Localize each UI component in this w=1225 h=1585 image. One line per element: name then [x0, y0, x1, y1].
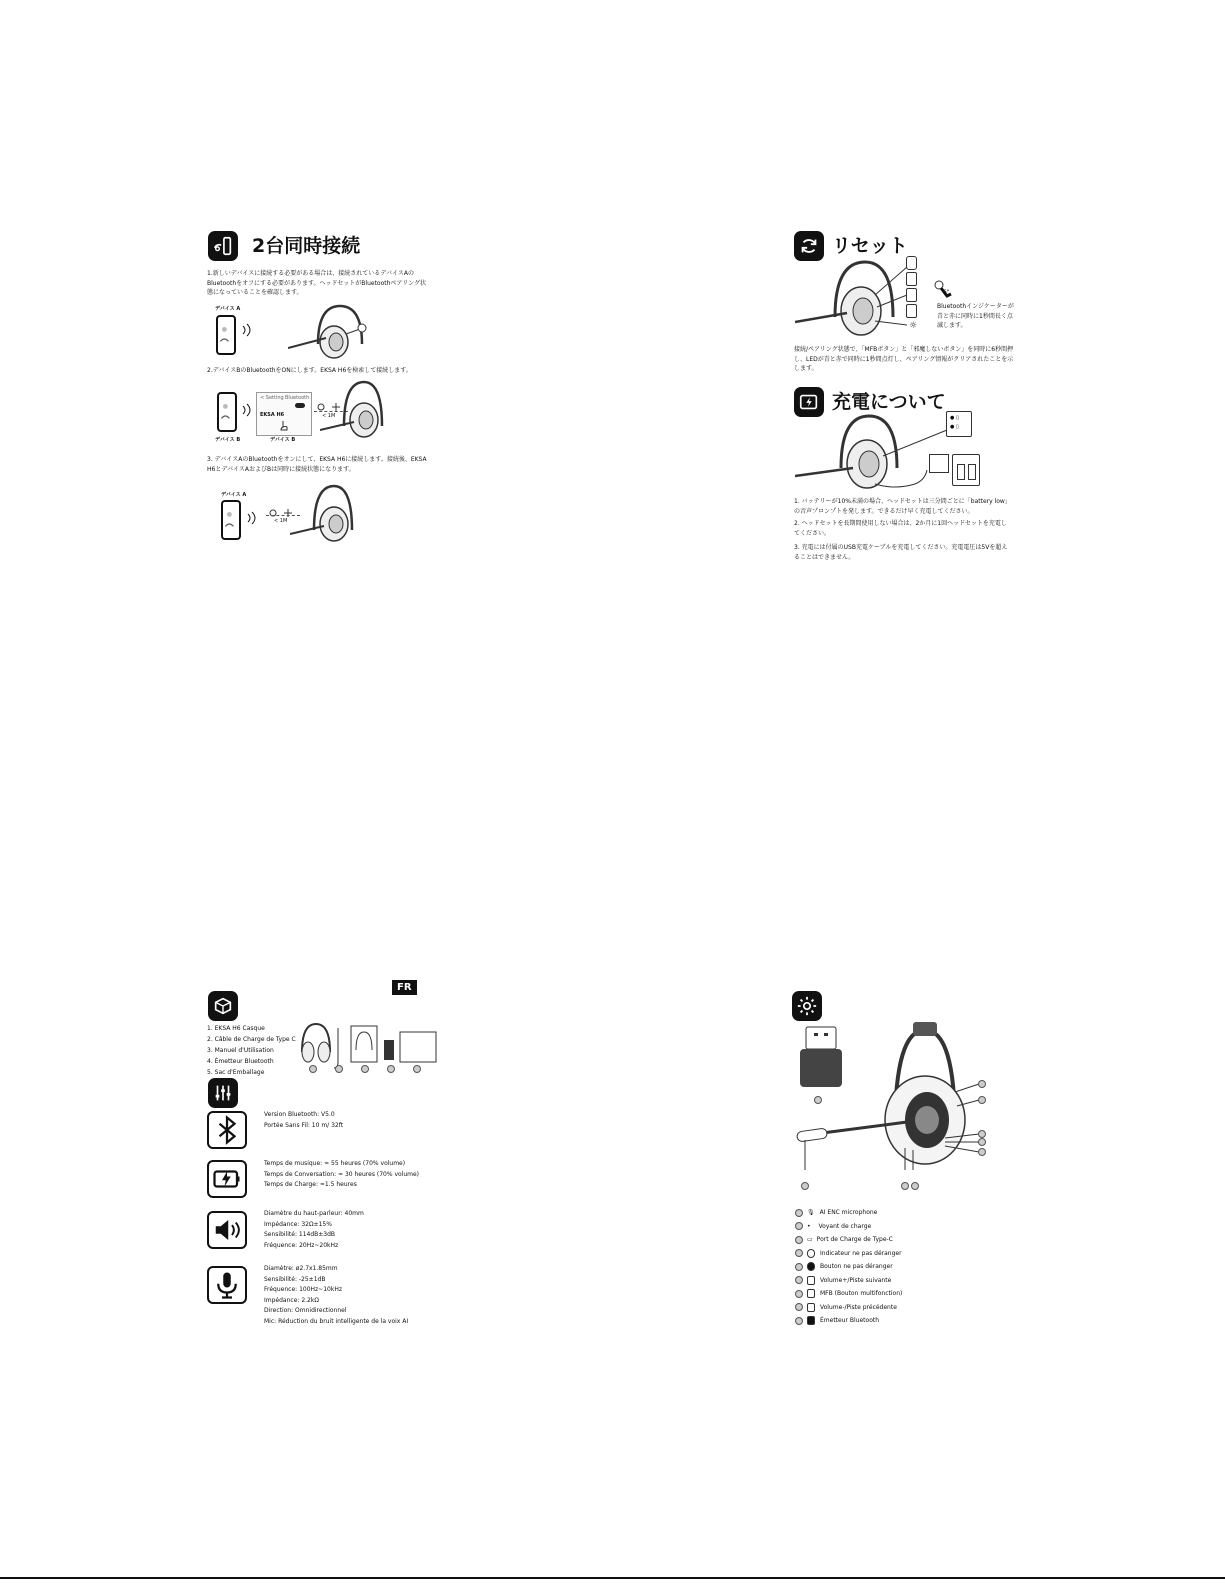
dot-mini-icon: • — [807, 1222, 811, 1230]
screen-bt-label: Bluetooth — [285, 395, 310, 401]
package-box-icon — [208, 991, 238, 1021]
reset-time: 6" — [943, 289, 950, 296]
callout-circle-b — [978, 1096, 986, 1104]
headset-illustration-1 — [288, 304, 378, 366]
signal-waves-icon — [241, 322, 253, 341]
circle-2 — [335, 1065, 343, 1073]
bt-spec-2: Portée Sans Fil: 10 m/ 32ft — [264, 1121, 344, 1129]
mic-spec-5: Direction: Omnidirectionnel — [264, 1307, 347, 1314]
charge-note-1: 1. バッテリーが10%未満の場合、ヘッドセットは三分間ごとに「battery low」の音声プロンプトを発します。できるだけ早く充電してください。 — [794, 498, 1011, 515]
device-a-label-2: デバイス A — [221, 492, 247, 498]
language-badge: FR — [392, 980, 417, 995]
mic-specs — [264, 1264, 408, 1327]
legend-row-7 — [795, 1287, 902, 1301]
dual-connect-icon — [208, 231, 238, 261]
package-number-circles — [309, 1065, 421, 1073]
speaker-spec-2: Impédance: 32Ω±15% — [264, 1220, 332, 1228]
speaker-spec-4: Fréquence: 20Hz~20kHz — [264, 1241, 339, 1249]
bluetooth-specs — [264, 1110, 343, 1131]
speaker-spec-icon — [207, 1211, 247, 1249]
package-item-4: 4. Émetteur Bluetooth — [207, 1058, 274, 1065]
legend-row-5 — [795, 1260, 902, 1274]
circle-1 — [309, 1065, 317, 1073]
bt-toggle — [295, 403, 305, 408]
microphone-spec-icon — [207, 1266, 247, 1304]
callout-circle-d — [978, 1138, 986, 1146]
legend-row-8 — [795, 1301, 902, 1315]
dnd-button-mini-icon — [807, 1262, 815, 1271]
legend-row-4 — [795, 1247, 902, 1261]
usbc-mini-icon: ▭ — [807, 1236, 813, 1244]
legend-label-2: Voyant de charge — [818, 1222, 872, 1230]
sliders-icon — [208, 1078, 238, 1108]
mic-mini-icon: 🎙 — [807, 1209, 815, 1217]
headset-illustration-2 — [320, 380, 390, 446]
mic-spec-4: Impédance: 2.2kΩ — [264, 1296, 319, 1304]
callout-circle-a — [978, 1080, 986, 1088]
reset-body: 接続/ペアリング状態で、「MFBボタン」と「邪魔しないボタン」を同時に6秒間押し、LEDが青と赤で同時に1秒間点灯し、ペアリング情報がクリアされたことを示します。 — [794, 346, 1014, 372]
battery-spec-2: Temps de Conversation: ≈ 30 heures (70% volume) — [264, 1170, 420, 1178]
battery-spec-3: Temps de Charge: ≈1.5 heures — [264, 1181, 357, 1188]
dual-step-2: 2.デバイスBのBluetoothをONにします。EKSA H6を検索して接続します。 — [207, 367, 412, 374]
callout-circle-g — [901, 1182, 909, 1190]
volume-up-mini-icon — [807, 1276, 815, 1285]
reset-led-note: Bluetoothインジケーターが青と赤に同時に1秒間長く点滅します。 — [937, 303, 1014, 329]
circle-5 — [413, 1065, 421, 1073]
legend-row-6 — [795, 1274, 902, 1288]
legend-label-5: Bouton ne pas déranger — [820, 1263, 893, 1271]
bluetooth-spec-icon — [207, 1111, 247, 1149]
legend-row-9 — [795, 1314, 902, 1328]
legend-label-6: Volume+/Piste suivante — [820, 1276, 892, 1284]
bottom-border — [0, 1577, 1225, 1579]
device-a-phone-2 — [221, 500, 241, 540]
device-b-phone — [217, 392, 237, 432]
charging-title: 充電について — [832, 391, 946, 413]
speaker-specs — [264, 1209, 364, 1251]
callout-circle-f — [801, 1182, 809, 1190]
range-label-1: < 1M — [322, 413, 336, 419]
mic-spec-1: Diamètre: ø2.7x1.85mm — [264, 1265, 338, 1272]
legend-row-3 — [795, 1233, 902, 1247]
dual-step-3: 3. デバイスAのBluetoothをオンにして、EKSA H6に接続します。接続後、EKSA H6とデバイスAおよびBは同時に接続状態になります。 — [207, 456, 427, 473]
legend-row-1 — [795, 1206, 902, 1220]
package-list — [207, 1023, 296, 1078]
callout-circle-c — [978, 1130, 986, 1138]
dual-connect-title: 2台同時接続 — [252, 235, 361, 257]
screen-setting: < Setting — [260, 395, 284, 401]
volume-down-mini-icon — [807, 1303, 815, 1312]
mic-spec-2: Sensibilité: -25±1dB — [264, 1275, 326, 1283]
mfb-mini-icon — [807, 1289, 815, 1298]
package-item-2: 2. Câble de Charge de Type C — [207, 1036, 296, 1043]
dongle-mini-icon — [807, 1316, 815, 1325]
charge-indicator-box: ● ▯ ● ▯ — [946, 411, 972, 437]
bt-spec-1: Version Bluetooth: V5.0 — [264, 1111, 335, 1118]
legend-label-1: AI ENC microphone — [819, 1209, 878, 1217]
mic-spec-6: Mic: Réduction du bruit intelligente de la voix AI — [264, 1317, 409, 1325]
circle-3 — [361, 1065, 369, 1073]
legend-label-8: Volume-/Piste précédente — [820, 1303, 897, 1311]
speaker-spec-3: Sensibilité: 114dB±3dB — [264, 1231, 336, 1238]
phone-bluetooth-screen — [256, 392, 312, 436]
parts-legend — [795, 1206, 902, 1328]
package-item-1: 1. EKSA H6 Casque — [207, 1025, 265, 1032]
device-b-label-2: デバイス B — [270, 437, 296, 443]
legend-label-3: Port de Charge de Type-C — [816, 1236, 893, 1244]
tap-hand-icon — [279, 417, 289, 436]
legend-label-4: Indicateur ne pas déranger — [820, 1249, 902, 1257]
reset-button-column — [906, 256, 917, 312]
led-sun-icon: ☼ — [909, 321, 918, 331]
headset-illustration-3 — [290, 484, 360, 550]
charge-note-3: 3. 充電には付属のUSB充電ケーブルを充電してください。充電電圧は5Vを超えることはできません。 — [794, 544, 1008, 561]
signal-waves-icon-2 — [241, 402, 253, 421]
device-a-phone — [216, 315, 236, 355]
mic-spec-3: Fréquence: 100Hz~10kHz — [264, 1286, 342, 1293]
callout-circle-h — [911, 1182, 919, 1190]
circle-4 — [387, 1065, 395, 1073]
gear-icon — [792, 991, 822, 1021]
device-a-label: デバイス A — [215, 306, 241, 312]
package-contents-illustration — [296, 1022, 440, 1082]
battery-spec-icon — [207, 1160, 247, 1198]
package-item-5: 5. Sac d'Emballage — [207, 1069, 265, 1076]
dual-step-1: 1.新しいデバイスに接続する必要がある場合は、接続されているデバイスAのBluetoothをオフにする必要があります。ヘッドセットがBluetoothペアリング状態になっていることを確認します。 — [207, 270, 427, 296]
speaker-spec-1: Diamètre du haut-parleur: 40mm — [264, 1210, 364, 1217]
battery-spec-1: Temps de musique: ≈ 55 heures (70% volume) — [264, 1160, 406, 1167]
signal-waves-icon-3 — [246, 510, 258, 529]
charge-adapter — [929, 454, 949, 473]
headset-diagram — [795, 1020, 995, 1174]
legend-label-7: MFB (Bouton multifonction) — [820, 1290, 903, 1298]
device-b-label: デバイス B — [215, 437, 241, 443]
callout-circle-e — [978, 1148, 986, 1156]
legend-row-2 — [795, 1220, 902, 1234]
reset-title: リセット — [832, 235, 908, 257]
dnd-indicator-mini-icon — [807, 1249, 815, 1258]
battery-specs — [264, 1159, 419, 1191]
usb-charger — [952, 454, 980, 486]
charge-note-2: 2. ヘッドセットを長期間使用しない場合は、2か月に1回ヘッドセットを充電してください。 — [794, 520, 1007, 537]
screen-device: EKSA H6 — [260, 412, 285, 418]
package-item-3: 3. Manuel d'Utilisation — [207, 1047, 274, 1054]
legend-label-9: Émetteur Bluetooth — [820, 1317, 880, 1325]
range-label-2: < 1M — [274, 518, 288, 524]
